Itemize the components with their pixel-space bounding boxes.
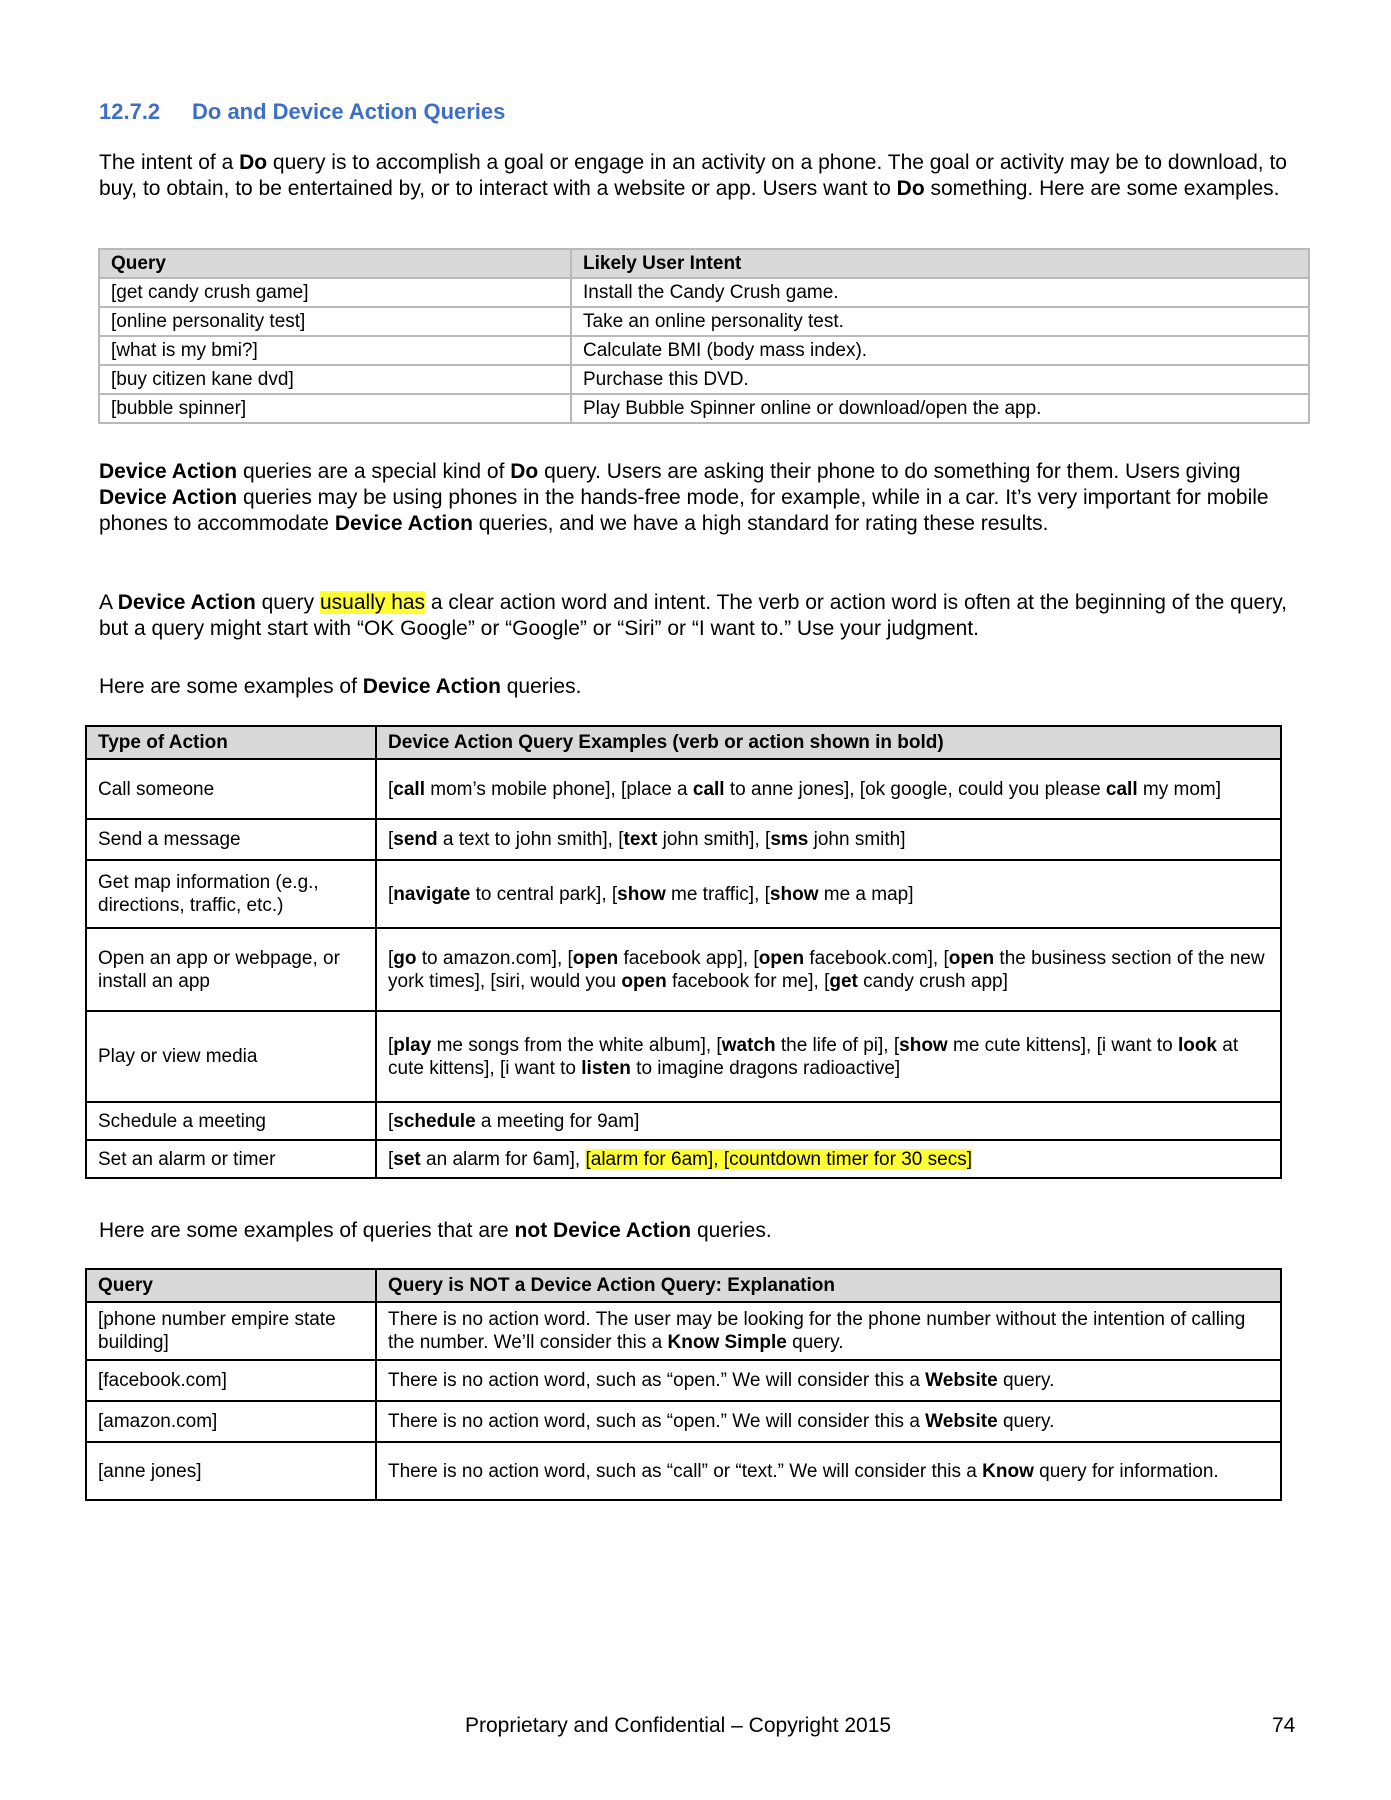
intent-cell: Install the Candy Crush game. xyxy=(571,278,1309,307)
action-word-paragraph: A Device Action query usually has a clear action word and intent. The verb or action word is often at the beginning of the query, but a query might start with “OK Google” or “Google” or “Siri” or “I want to.” Use your judgment. xyxy=(99,591,1287,640)
action-type-cell: Schedule a meeting xyxy=(86,1102,376,1140)
explanation-cell: There is no action word. The user may be looking for the phone number without the intention of calling the number. We’ll consider this a Know Simple query. xyxy=(376,1302,1281,1360)
highlighted-text: [alarm for 6am], [countdown timer for 30 secs] xyxy=(585,1148,972,1170)
column-header-examples: Device Action Query Examples (verb or action shown in bold) xyxy=(376,726,1281,759)
device-action-paragraph: Device Action queries are a special kind of Do query. Users are asking their phone to do something for them. Users giving Device Action queries may be using phones in the hands-free mode, for example, while in a car. It’s very important for mobile phones to accommodate Device Action queries, and we have a high standard for rating these results. xyxy=(99,460,1269,535)
query-cell: [what is my bmi?] xyxy=(99,336,571,365)
not-device-action-intro: Here are some examples of queries that are not Device Action queries. xyxy=(99,1219,772,1242)
table-row xyxy=(86,819,1281,860)
table-row xyxy=(86,928,1281,1011)
examples-intro: Here are some examples of Device Action queries. xyxy=(99,675,582,698)
table-header-row xyxy=(86,726,1281,759)
intent-cell: Purchase this DVD. xyxy=(571,365,1309,394)
table-row xyxy=(86,1102,1281,1140)
column-header-intent: Likely User Intent xyxy=(571,249,1309,278)
highlighted-text: usually has xyxy=(320,591,426,614)
page-number: 74 xyxy=(1272,1714,1296,1737)
intent-cell: Take an online personality test. xyxy=(571,307,1309,336)
action-type-cell: Play or view media xyxy=(86,1011,376,1102)
table-row xyxy=(99,394,1309,423)
column-header-query: Query xyxy=(86,1269,376,1302)
column-header-explanation: Query is NOT a Device Action Query: Explanation xyxy=(376,1269,1281,1302)
examples-cell: [call mom’s mobile phone], [place a call to anne jones], [ok google, could you please call my mom] xyxy=(376,759,1281,819)
intent-cell: Play Bubble Spinner online or download/open the app. xyxy=(571,394,1309,423)
table-row xyxy=(86,860,1281,928)
action-type-cell: Open an app or webpage, or install an app xyxy=(86,928,376,1011)
examples-cell: [set an alarm for 6am], [alarm for 6am], [countdown timer for 30 secs] xyxy=(376,1140,1281,1178)
examples-cell: [send a text to john smith], [text john smith], [sms john smith] xyxy=(376,819,1281,860)
query-cell: [anne jones] xyxy=(86,1442,376,1500)
table-header-row xyxy=(86,1269,1281,1302)
table-row xyxy=(99,365,1309,394)
intro-paragraph: The intent of a Do query is to accomplish a goal or engage in an activity on a phone. The goal or activity may be to download, to buy, to obtain, to be entertained by, or to interact with a website or app. Users want to Do something. Here are some examples. xyxy=(99,151,1287,200)
table-row xyxy=(86,1360,1281,1401)
do-query-table xyxy=(98,248,1310,424)
column-header-query: Query xyxy=(99,249,571,278)
query-cell: [online personality test] xyxy=(99,307,571,336)
examples-cell: [go to amazon.com], [open facebook app], [open facebook.com], [open the business section of the new york times], [siri, would you open facebook for me], [get candy crush app] xyxy=(376,928,1281,1011)
table-row xyxy=(86,1302,1281,1360)
table-header-row xyxy=(99,249,1309,278)
action-type-cell: Get map information (e.g., directions, traffic, etc.) xyxy=(86,860,376,928)
query-cell: [amazon.com] xyxy=(86,1401,376,1442)
intent-cell: Calculate BMI (body mass index). xyxy=(571,336,1309,365)
query-cell: [get candy crush game] xyxy=(99,278,571,307)
query-cell: [phone number empire state building] xyxy=(86,1302,376,1360)
examples-cell: [navigate to central park], [show me traffic], [show me a map] xyxy=(376,860,1281,928)
action-type-cell: Set an alarm or timer xyxy=(86,1140,376,1178)
table-row xyxy=(86,1442,1281,1500)
explanation-cell: There is no action word, such as “call” or “text.” We will consider this a Know query for information. xyxy=(376,1442,1281,1500)
section-heading xyxy=(99,99,505,125)
table-row xyxy=(99,307,1309,336)
table-row xyxy=(99,336,1309,365)
section-number: 12.7.2 xyxy=(99,99,161,124)
column-header-type: Type of Action xyxy=(86,726,376,759)
footer-copyright: Proprietary and Confidential – Copyright 2015 xyxy=(465,1714,892,1737)
table-row xyxy=(86,1140,1281,1178)
table-row xyxy=(86,1011,1281,1102)
examples-cell: [play me songs from the white album], [watch the life of pi], [show me cute kittens], [i want to look at cute kittens], [i want to listen to imagine dragons radioactive] xyxy=(376,1011,1281,1102)
explanation-cell: There is no action word, such as “open.” We will consider this a Website query. xyxy=(376,1401,1281,1442)
examples-cell: [schedule a meeting for 9am] xyxy=(376,1102,1281,1140)
explanation-cell: There is no action word, such as “open.” We will consider this a Website query. xyxy=(376,1360,1281,1401)
query-cell: [facebook.com] xyxy=(86,1360,376,1401)
query-cell: [buy citizen kane dvd] xyxy=(99,365,571,394)
table-row xyxy=(86,1401,1281,1442)
action-type-cell: Call someone xyxy=(86,759,376,819)
table-row xyxy=(86,759,1281,819)
not-device-action-table xyxy=(85,1268,1282,1501)
action-type-cell: Send a message xyxy=(86,819,376,860)
query-cell: [bubble spinner] xyxy=(99,394,571,423)
table-row xyxy=(99,278,1309,307)
section-title: Do and Device Action Queries xyxy=(192,99,506,124)
device-action-table xyxy=(85,725,1282,1179)
